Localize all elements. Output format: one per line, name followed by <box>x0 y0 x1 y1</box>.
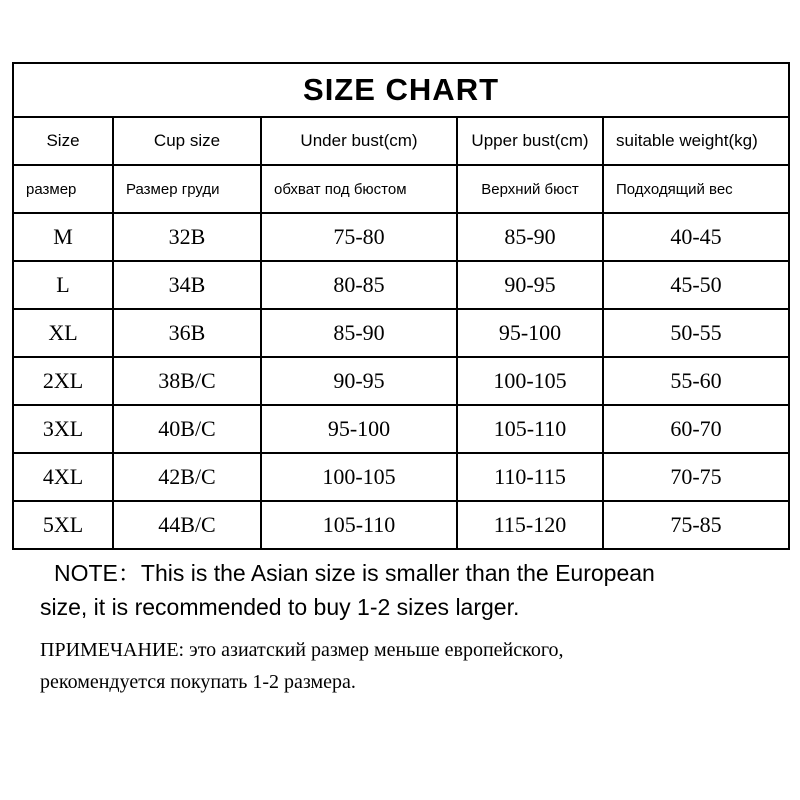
size-chart-table-container <box>12 62 788 550</box>
column-header-underbust-ru: обхват под бюстом <box>261 165 457 213</box>
size-chart-table <box>12 62 790 550</box>
column-header-cupsize-en: Cup size <box>113 117 261 165</box>
table-row <box>13 453 789 501</box>
table-row <box>13 357 789 405</box>
cell-weight: 45-50 <box>603 261 789 309</box>
column-header-upperbust-ru: Верхний бюст <box>457 165 603 213</box>
cell-weight: 60-70 <box>603 405 789 453</box>
column-header-underbust-en: Under bust(cm) <box>261 117 457 165</box>
cell-cupsize: 36B <box>113 309 261 357</box>
note-english-line1: NOTE：This is the Asian size is smaller than the European <box>54 560 655 586</box>
cell-weight: 70-75 <box>603 453 789 501</box>
cell-weight: 55-60 <box>603 357 789 405</box>
cell-size: 4XL <box>13 453 113 501</box>
cell-size: 2XL <box>13 357 113 405</box>
notes-section <box>40 556 780 698</box>
note-russian-line2: рекомендуется покупать 1-2 размера. <box>40 671 356 693</box>
cell-cupsize: 40B/C <box>113 405 261 453</box>
cell-weight: 75-85 <box>603 501 789 549</box>
column-header-size-ru: размер <box>13 165 113 213</box>
cell-size: XL <box>13 309 113 357</box>
cell-upperbust: 90-95 <box>457 261 603 309</box>
note-english-line2: size, it is recommended to buy 1-2 sizes larger. <box>40 594 520 620</box>
cell-weight: 40-45 <box>603 213 789 261</box>
cell-cupsize: 32B <box>113 213 261 261</box>
page-title: SIZE CHART <box>13 63 789 117</box>
column-header-size-en: Size <box>13 117 113 165</box>
cell-upperbust: 115-120 <box>457 501 603 549</box>
table-header-row-ru <box>13 165 789 213</box>
cell-size: 3XL <box>13 405 113 453</box>
table-row <box>13 405 789 453</box>
cell-underbust: 75-80 <box>261 213 457 261</box>
table-row <box>13 213 789 261</box>
cell-underbust: 105-110 <box>261 501 457 549</box>
column-header-upperbust-en: Upper bust(cm) <box>457 117 603 165</box>
cell-underbust: 95-100 <box>261 405 457 453</box>
table-row <box>13 309 789 357</box>
note-english <box>40 556 780 624</box>
cell-cupsize: 44B/C <box>113 501 261 549</box>
table-header-row-en <box>13 117 789 165</box>
cell-size: 5XL <box>13 501 113 549</box>
cell-size: L <box>13 261 113 309</box>
column-header-cupsize-ru: Размер груди <box>113 165 261 213</box>
cell-upperbust: 100-105 <box>457 357 603 405</box>
cell-underbust: 80-85 <box>261 261 457 309</box>
cell-upperbust: 105-110 <box>457 405 603 453</box>
column-header-weight-en: suitable weight(kg) <box>603 117 789 165</box>
column-header-weight-ru: Подходящий вес <box>603 165 789 213</box>
cell-cupsize: 34B <box>113 261 261 309</box>
table-title-row <box>13 63 789 117</box>
cell-underbust: 90-95 <box>261 357 457 405</box>
cell-underbust: 85-90 <box>261 309 457 357</box>
note-russian-line1: ПРИМЕЧАНИЕ: это азиатский размер меньше европейского, <box>40 639 564 661</box>
cell-cupsize: 38B/C <box>113 357 261 405</box>
note-russian <box>40 634 780 698</box>
cell-upperbust: 85-90 <box>457 213 603 261</box>
table-row <box>13 501 789 549</box>
cell-upperbust: 95-100 <box>457 309 603 357</box>
cell-underbust: 100-105 <box>261 453 457 501</box>
cell-size: M <box>13 213 113 261</box>
cell-upperbust: 110-115 <box>457 453 603 501</box>
table-row <box>13 261 789 309</box>
cell-cupsize: 42B/C <box>113 453 261 501</box>
cell-weight: 50-55 <box>603 309 789 357</box>
